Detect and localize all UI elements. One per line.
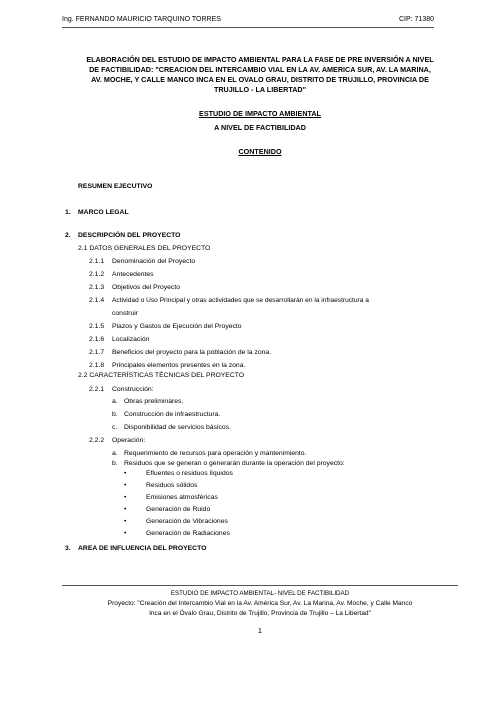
title-line: DE FACTIBILIDAD: "CREACION DEL INTERCAMBIO VIAL EN LA AV. AMERICA SUR, AV. LA MARINA, — [89, 65, 431, 74]
footer-project-line1: Proyecto: "Creación del Intercambio Vial en la Av. América Sur, Av. La Marina, Av. Moche, y Calle Manco — [107, 600, 413, 607]
bullet-item: Emisiones atmosféricas — [146, 494, 218, 501]
toc-subitem: Requerimiento de recursos para operación y mantenimiento. — [124, 450, 307, 457]
toc-item: Beneficios del proyecto para la población de la zona. — [112, 349, 272, 356]
toc-item: Objetivos del Proyecto — [112, 284, 181, 291]
toc-item: Denominación del Proyecto — [112, 258, 196, 265]
bullet-icon: • — [124, 494, 127, 501]
toc-letter: a. — [112, 450, 118, 457]
toc-subitem: Residuos que se generan o generarán durante la operación del proyecto: — [124, 460, 345, 467]
bullet-item: Generación de Vibraciones — [146, 518, 228, 525]
footer-divider — [62, 585, 458, 586]
toc-resumen: RESUMEN EJECUTIVO — [78, 183, 153, 190]
toc-s22: 2.2 CARACTERÍSTICAS TÉCNICAS DEL PROYECTO — [78, 372, 245, 379]
title-line: ELABORACIÓN DEL ESTUDIO DE IMPACTO AMBIENTAL PARA LA FASE DE PRE INVERSIÓN A NIVEL — [86, 55, 434, 64]
toc-subitem: Construcción de infraestructura. — [124, 411, 221, 418]
toc-s221: Construcción: — [112, 386, 154, 393]
toc-item: Actividad o Uso Principal y otras actividades que se desarrollarán en la infraestructura a — [112, 297, 369, 304]
footer-project-line2: Inca en el Óvalo Grau, Distrito de Trujillo, Provincia de Trujillo – La Libertad" — [149, 610, 371, 617]
subtitle-level: A NIVEL DE FACTIBILIDAD — [214, 123, 306, 132]
toc-letter: b. — [112, 411, 118, 418]
toc-item-num: 2.1.8 — [89, 362, 105, 369]
toc-s3: AREA DE INFLUENCIA DEL PROYECTO — [78, 545, 207, 552]
bullet-icon: • — [124, 518, 127, 525]
toc-item: Antecedentes — [112, 271, 154, 278]
bullet-icon: • — [124, 506, 127, 513]
toc-item-num: 2.1.6 — [89, 336, 105, 343]
footer-study: ESTUDIO DE IMPACTO AMBIENTAL- NIVEL DE FACTIBILIDAD — [170, 590, 350, 597]
bullet-item: Generación de Radiaciones — [146, 530, 230, 537]
contents-heading: CONTENIDO — [238, 147, 282, 156]
toc-subitem: Disponibilidad de servicios básicos. — [124, 424, 231, 431]
toc-s2: DESCRIPCIÓN DEL PROYECTO — [78, 232, 181, 239]
toc-item-continued: construir — [112, 310, 139, 317]
toc-s222: Operación: — [112, 437, 146, 444]
header-author: Ing. FERNANDO MAURICIO TARQUINO TORRES — [62, 16, 221, 23]
toc-s21: 2.1 DATOS GENERALES DEL PROYECTO — [78, 245, 211, 252]
bullet-icon: • — [124, 482, 127, 489]
toc-s222-num: 2.2.2 — [89, 437, 105, 444]
bullet-icon: • — [124, 470, 127, 477]
toc-item: Localización — [112, 336, 150, 343]
page-header — [62, 15, 434, 28]
toc-letter: a. — [112, 398, 118, 405]
page-number: 1 — [257, 626, 263, 635]
document-title — [55, 55, 465, 95]
bullet-icon: • — [124, 530, 127, 537]
toc-letter: b. — [112, 460, 118, 467]
toc-item-num: 2.1.2 — [89, 271, 105, 278]
toc-item-num: 2.1.7 — [89, 349, 105, 356]
toc-item: Principales elementos presentes en la zona. — [112, 362, 246, 369]
toc-letter: c. — [112, 424, 118, 431]
toc-s3-num: 3. — [65, 545, 71, 552]
toc-item-num: 2.1.3 — [89, 284, 105, 291]
header-cip: CIP: 71380 — [398, 16, 434, 23]
toc-item: Plazos y Gastos de Ejecución del Proyecto — [112, 323, 242, 330]
subtitle-study: ESTUDIO DE IMPACTO AMBIENTAL — [199, 109, 321, 118]
toc-subitem: Obras preliminares. — [124, 398, 184, 405]
toc-item-num: 2.1.5 — [89, 323, 105, 330]
toc-item-num: 2.1.4 — [89, 297, 105, 304]
toc-s221-num: 2.2.1 — [89, 386, 105, 393]
toc-s1: MARCO LEGAL — [78, 209, 129, 216]
toc-s2-num: 2. — [65, 232, 71, 239]
toc-item-num: 2.1.1 — [89, 258, 105, 265]
title-line: TRUJILLO - LA LIBERTAD" — [213, 85, 307, 94]
bullet-item: Efluentes o residuos líquidos — [146, 470, 233, 477]
title-line: AV. MOCHE, Y CALLE MANCO INCA EN EL OVALO GRAU, DISTRITO DE TRUJILLO, PROVINCIA DE — [91, 75, 429, 84]
toc-s1-num: 1. — [65, 209, 71, 216]
bullet-item: Generación de Ruido — [146, 506, 211, 513]
bullet-item: Residuos sólidos — [146, 482, 198, 489]
